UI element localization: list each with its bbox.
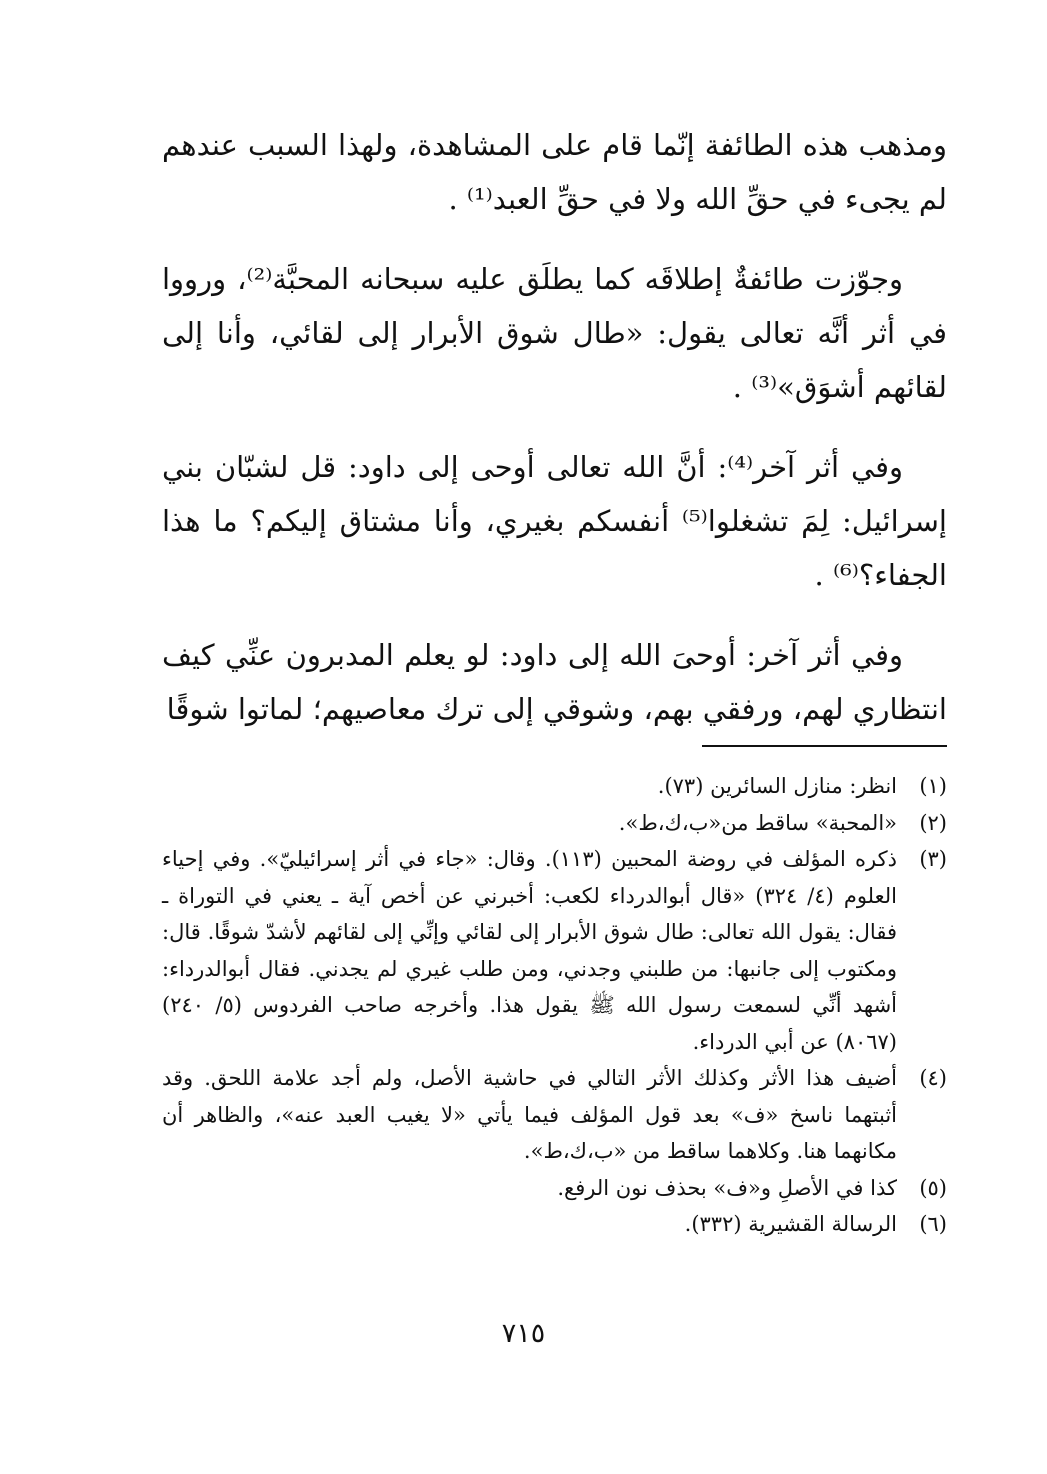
footnote-2 bbox=[162, 805, 947, 842]
footnote-text: الرسالة القشيرية (٣٣٢). bbox=[684, 1212, 897, 1236]
footnote-number: (٦) bbox=[919, 1212, 947, 1236]
main-text bbox=[162, 118, 947, 762]
footnote-text: ذكره المؤلف في روضة المحبين (١١٣). وقال: «جاء في أثر إسرائيليّ». وفي إحياء العلوم (٤/ ٣٢٤) «قال أبوالدرداء لكعب: أخبرني عن أخص آية ـ يعني في التوراة ـ فقال: يقول الله تعالى: طال شوق الأبرار إلى لقائي وإنِّي إلى لقائهم لأشدّ شوقًا. قال: ومكتوب إلى جانبها: من طلبني وجدني، ومن طلب غيري لم يجدني. فقال أبوالدرداء: أشهد أنِّي لسمعت رسول الله ﷺ يقول هذا. وأخرجه صاحب الفردوس (٥/ ٢٤٠) (٨٠٦٧) عن أبي الدرداء. bbox=[162, 847, 897, 1054]
footnote-4 bbox=[162, 1060, 947, 1170]
paragraph-3: وفي أثر آخر⁽⁴⁾: أنَّ الله تعالى أوحى إلى داود: قل لشبّان بني إسرائيل: لِمَ تشغلوا⁽⁵⁾ أنفسكم بغيري، وأنا مشتاق إليكم؟ ما هذا الجفاء؟⁽⁶⁾ . bbox=[162, 450, 947, 592]
footnote-number: (١) bbox=[919, 774, 947, 798]
footnotes bbox=[162, 768, 947, 1243]
page-number: ٧١٥ bbox=[501, 1318, 546, 1349]
footnote-text: أضيف هذا الأثر وكذلك الأثر التالي في حاشية الأصل، ولم أجد علامة اللحق. وقد أثبتهما ناسخ «ف» بعد قول المؤلف فيما يأتي «لا يغيب العبد عنه»، والظاهر أن مكانهما هنا. وكلاهما ساقط من «ب،ك،ط». bbox=[162, 1066, 897, 1163]
paragraph-4: وفي أثر آخر: أوحىَ الله إلى داود: لو يعلم المدبرون عنِّي كيف انتظاري لهم، ورفقي بهم، وشوقي إلى ترك معاصيهم؛ لماتوا شوقًا bbox=[162, 638, 947, 726]
footnote-number: (٥) bbox=[919, 1175, 947, 1200]
footnote-text: كذا في الأصلِ و«ف» بحذف نون الرفع. bbox=[557, 1175, 897, 1200]
paragraph-2: وجوّزت طائفةٌ إطلاقَه كما يطلَق عليه سبحانه المحبَّة⁽²⁾، ورووا في أثر أنَّه تعالى يقول: «طال شوق الأبرار إلى لقائي، وأنا إلى لقائهم أشوَق»⁽³⁾ . bbox=[162, 262, 947, 404]
footnote-1 bbox=[162, 768, 947, 805]
footnote-5 bbox=[162, 1170, 947, 1207]
footnote-number: (٤) bbox=[919, 1066, 947, 1090]
footnote-3 bbox=[162, 841, 947, 1060]
footnote-6 bbox=[162, 1206, 947, 1243]
footnote-number: (٢) bbox=[919, 810, 947, 835]
footnote-separator bbox=[702, 745, 947, 747]
footnote-text: «المحبة» ساقط من«ب،ك،ط». bbox=[618, 810, 897, 835]
paragraph-1: ومذهب هذه الطائفة إنّما قام على المشاهدة، ولهذا السبب عندهم لم يجىء في حقِّ الله ولا في حقِّ العبد⁽¹⁾ . bbox=[162, 128, 947, 216]
footnote-number: (٣) bbox=[919, 847, 947, 871]
footnote-text: انظر: منازل السائرين (٧٣). bbox=[657, 774, 897, 798]
